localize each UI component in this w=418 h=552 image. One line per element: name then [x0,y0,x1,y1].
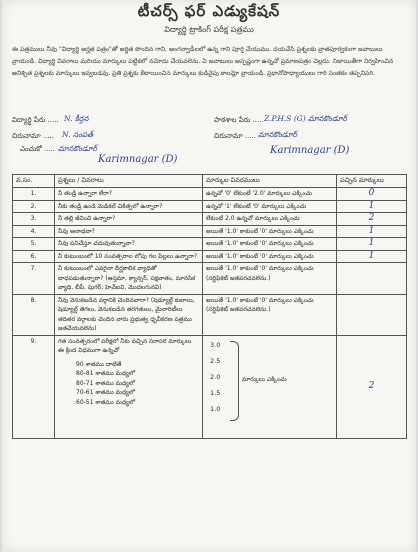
row-number: 1. [13,188,55,201]
row-criteria: మార్కులు ఎక్కించు [242,375,287,383]
district-left-value: Karimnagar (D) [98,154,178,165]
address2-label: చిరునామా ..... [214,132,256,140]
row-criteria: ఉన్నచో '0' లేకుంటే '2.0' మార్కులు ఎక్కించు [203,188,337,201]
table-header-row [13,175,407,188]
student-name-value: N. కీర్తన [64,114,89,123]
row-question: నీ తల్లి జీవించి ఉన్నారా? [55,213,203,226]
scale-value: 3.0 [210,340,221,349]
row-scale [203,335,337,438]
row-marks [337,294,407,335]
row-marks: 1 [337,250,407,263]
row-question: నీవు అనాథవా? [55,225,203,238]
table-row [13,263,407,295]
row-question: నీ కుటుంబంలో 10 సంవత్సరాల లోపు గల పిల్లలు ఉన్నారా? [55,250,203,263]
score-band: 70-61 శాతము మధ్యలో [76,389,136,396]
row-number: 5. [13,238,55,251]
address-label: చిరునామా ..... [12,132,54,140]
score-band: 80-71 శాతము మధ్యలో [76,379,136,387]
table-row [13,200,407,213]
row-number: 9. [13,335,55,438]
row-marks: 1 [337,238,407,251]
scale-value: 2.5 [210,356,221,365]
brace-icon [230,341,239,421]
row-number: 7. [13,263,55,295]
row-criteria: అయితే '1.0' కాకుంటే '0' మార్కులు ఎక్కించు (సర్టిఫికెట్ జతపరచవలెను.) [203,294,337,335]
row-criteria: అయితే '1.0' కాకుంటే '0' మార్కులు ఎక్కించు [203,238,337,251]
score-band: 80-81 శాతము మధ్యలో [76,370,136,377]
col-header-marks: పచ్చిన మార్కులు [337,175,407,188]
student-name-label: విద్యార్థి పేరు ..... [12,116,59,124]
village-value: మానకొండూర్ [58,144,97,153]
row-number: 6. [13,250,55,263]
scale-value: 2.0 [210,372,221,381]
instructions-paragraph: ఈ పత్రములు నీవు "విద్యార్థి అర్హత పత్రం"తో అర్జిత పొందిన గాని, అంగన్వాడీలలో ఉన్న గాని పూర్తి చేయుము. దయచేసి ప్రశ్నలకు వ్రాతపూర్వకంగా జవాబులు వ్రాయండి. విద్యార్థి వివరాలు మరియు మార్కులు పట్టికలో నమోదు చేయవలెను. ఏ జవాబులు అస్పష్టంగా ఉన్నచో ప్రమాణపత్రం చెల్లదు. నిజాయితీగా నిర్వహించిన అనిశ్చిత ప్రశ్నలకు మార్కులు ఇవ్వబడవు. ప్రతి ప్రశ్నకు కేటాయించిన మార్కులు కుడివైపు కాలమ్లో వ్రాయండి. ప్రధానోపాధ్యాయులు గారి సంతకం తప్పనిసరి. [12,46,394,77]
table-row [13,250,407,263]
row-marks: 2 [337,213,407,226]
row-number: 3. [13,213,55,226]
address-value: N. సంపత్ [62,130,94,139]
district-right-value: Karimnagar (D) [270,145,350,156]
address2-value: మానకొండూర్ [258,130,297,139]
row-question: నీవు పనిచేస్తూ చదువుతున్నావా? [55,238,203,251]
table-row [13,213,407,226]
row-question-scores [55,335,203,438]
form-page [2,0,416,552]
row-criteria: అయితే '1.0' కాకుంటే '0' మార్కులు ఎక్కించు [203,225,337,238]
form-title: టీచర్స్ ఫర్ ఎడ్యుకేషన్ [137,2,281,20]
row-marks: 1 [337,200,407,213]
row-criteria: ఉన్నచో '1' లేకుంటే '0' మార్కులు ఎక్కించు [203,200,337,213]
marks-table [12,174,407,439]
row-number: 8. [13,294,55,335]
col-header-question: ప్రశ్నలు / వివరాలు [55,175,203,188]
scale-value: 1.0 [210,404,221,413]
row-question: నీ కుటుంబంలో ఎవరైనా దీర్ఘకాలిక వ్యాధితో బాధపడుతున్నారా? (ఆస్తమా, క్యాన్సర్, పక్షవాతం, మానసిక వ్యాధి, బీపీ, షుగర్, హెచ్ఐవి, మొదలగునవి) [55,263,203,295]
row-number: 4. [13,225,55,238]
scale-value: 1.5 [210,388,221,397]
table-row [13,238,407,251]
row-question: నీకు తండ్రి ఉండి మెడికల్ చికిత్సలో ఉన్నారా? [55,200,203,213]
col-header-criteria: మార్కుల వివరములు [203,175,337,188]
row-marks: 1 [337,225,407,238]
school-name-value: Z.P.H.S (G) మానకొండూర్ [264,114,347,123]
village-label: ఎంచుకో ..... [20,145,56,153]
row-marks: 0 [337,188,407,201]
row-criteria: అయితే '1.0' కాకుంటే '0' మార్కులు ఎక్కించు (సర్టిఫికెట్ జతపరచవలెను.) [203,263,337,295]
row-criteria: అయితే '1.0' కాకుంటే '0' మార్కులు ఎక్కించు [203,250,337,263]
table-row [13,188,407,201]
row-question: నీవు వెనుకబడిన వర్గానికి చెందినవారా? (షెడ్యూల్డ్ కులాలు, షెడ్యూల్డ్ తెగలు, వెనుకబడిన తరగతులు, మైనారిటీలు తదితర వర్గాలకు చెందిన వారు ప్రభుత్వ ధృవీకరణ పత్రము జతచేయవలెను) [55,294,203,335]
school-name-label: పాఠశాల పేరు ..... [214,116,264,124]
row-question: గత సంవత్సరంలో పరీక్షలో నీకు వచ్చిన సరాసరి మార్కులు ఈ క్రింద విధముగా ఉన్నచో [58,337,192,354]
row-marks: 2 [337,335,407,438]
form-subtitle: విద్యార్థి ట్రాకింగ్ పరీక్ష పత్రము [164,25,254,34]
table-row [13,335,407,438]
col-header-serial: వ.సం. [13,175,55,188]
row-number: 2. [13,200,55,213]
table-row [13,294,407,335]
score-band: 90 శాతము దాటితే [76,360,122,368]
score-band: 60-51 శాతము మధ్యలో [76,398,136,406]
row-marks [337,263,407,295]
row-criteria: లేకుంటే 2.0 ఉన్నచో మార్కులు ఎక్కించు [203,213,337,226]
table-row [13,225,407,238]
row-question: నీ తండ్రి ఉన్నారా లేరా? [55,188,203,201]
score-band-list [58,360,199,408]
